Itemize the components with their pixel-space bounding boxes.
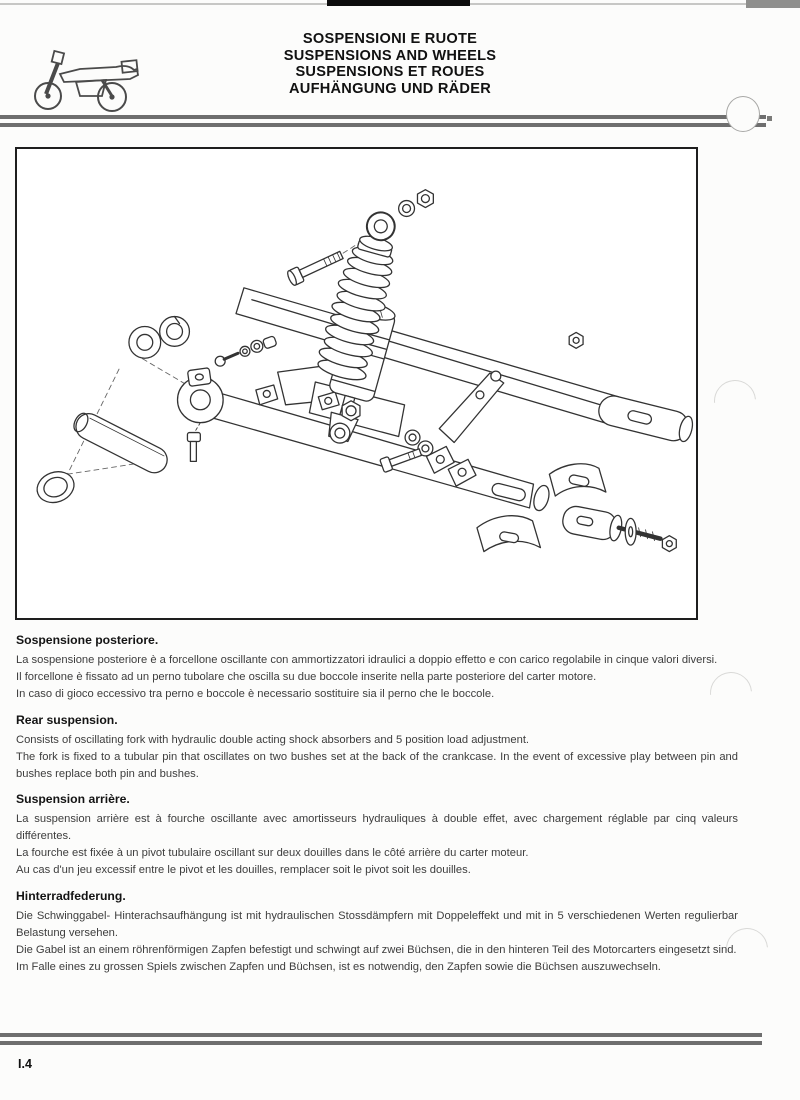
section-paragraph: Consists of oscillating fork with hydraulic double acting shock absorbers and 5 position load adjustment. — [16, 733, 530, 746]
footer-rule-top — [0, 1033, 762, 1037]
section-paragraph: Die Schwinggabel- Hinterachsaufhängung ist mit hydraulischen Stossdämpfern mit Doppeleffekt und mit in 5 verschiedenen Werten regulierbar Belastung versehen. — [16, 910, 738, 939]
punch-dot — [767, 116, 772, 121]
section-paragraph: La sospensione posteriore è a forcellone oscillante con ammortizzatori idraulici a doppio effetto e con carico regolabile in cinque valori diversi. — [16, 654, 718, 666]
section-paragraph: Im Falle eines zu grossen Spiels zwischen Zapfen und Büchsen, ist es notwendig, den Zapfen sowie die Büchsen auszuwechseln. — [16, 960, 661, 973]
section-italian — [16, 633, 738, 703]
page-curl-artifact — [705, 371, 764, 430]
title-line-fr: SUSPENSIONS ET ROUES — [295, 64, 485, 81]
title-line-it: SOSPENSIONI E RUOTE — [302, 31, 478, 47]
section-paragraph: Au cas d'un jeu excessif entre le pivot et les douilles, remplacer soit le pivot soit les douilles. — [16, 864, 471, 877]
punch-hole — [726, 96, 760, 132]
section-german — [16, 889, 738, 976]
figure-frame — [15, 147, 698, 620]
swingarm-fork — [178, 288, 696, 513]
section-french — [16, 792, 738, 879]
section-paragraph: La fourche est fixée à un pivot tubulaire oscillant sur deux douilles dans le côté arrière du carter moteur. — [16, 847, 529, 860]
section-english — [16, 713, 738, 783]
title-line-de: AUFHÄNGUNG UND RÄDER — [288, 80, 491, 97]
title-line-en: SUSPENSIONS AND WHEELS — [283, 47, 497, 64]
header-rule-bottom — [0, 123, 766, 127]
body-text — [16, 633, 738, 986]
section-heading: Rear suspension. — [16, 712, 118, 727]
page-number: I.4 — [18, 1057, 32, 1071]
section-paragraph: Il forcellone è fissato ad un perno tubolare che oscilla su due boccole inserite nella parte posteriore del carter motore. — [16, 670, 597, 683]
left-washers — [129, 317, 277, 367]
header-rule-top — [0, 115, 766, 119]
section-paragraph: The fork is fixed to a tubular pin that oscillates on two bushes set at the back of the crankcase. In the event of excessive play between pin and bushes replace both pin and bushes. — [16, 750, 738, 780]
section-heading: Suspension arrière. — [16, 792, 130, 807]
pivot-pin-assembly — [33, 408, 201, 507]
section-paragraph: Die Gabel ist an einem röhrenförmigen Zapfen befestigt und schwingt auf zwei Büchsen, die in den hinteren Teil des Motorcarters eingesetzt sind. — [16, 943, 737, 956]
rear-suspension-exploded-diagram — [17, 149, 696, 618]
section-heading: Sospensione posteriore. — [16, 633, 159, 647]
footer-rule-bottom — [0, 1041, 762, 1045]
scan-corner-bar — [746, 0, 800, 8]
section-paragraph: In caso di gioco eccessivo tra perno e boccole è necessario sostituire sia il perno che le boccole. — [16, 687, 495, 700]
page-title — [205, 31, 575, 97]
section-heading: Hinterradfederung. — [16, 889, 126, 904]
motorcycle-icon — [18, 36, 144, 120]
section-paragraph: La suspension arrière est à fourche oscillante avec amortisseurs hydrauliques à double effet, avec chargement réglable par cinq valeurs différentes. — [16, 813, 738, 843]
scan-binding-bar — [327, 0, 470, 6]
